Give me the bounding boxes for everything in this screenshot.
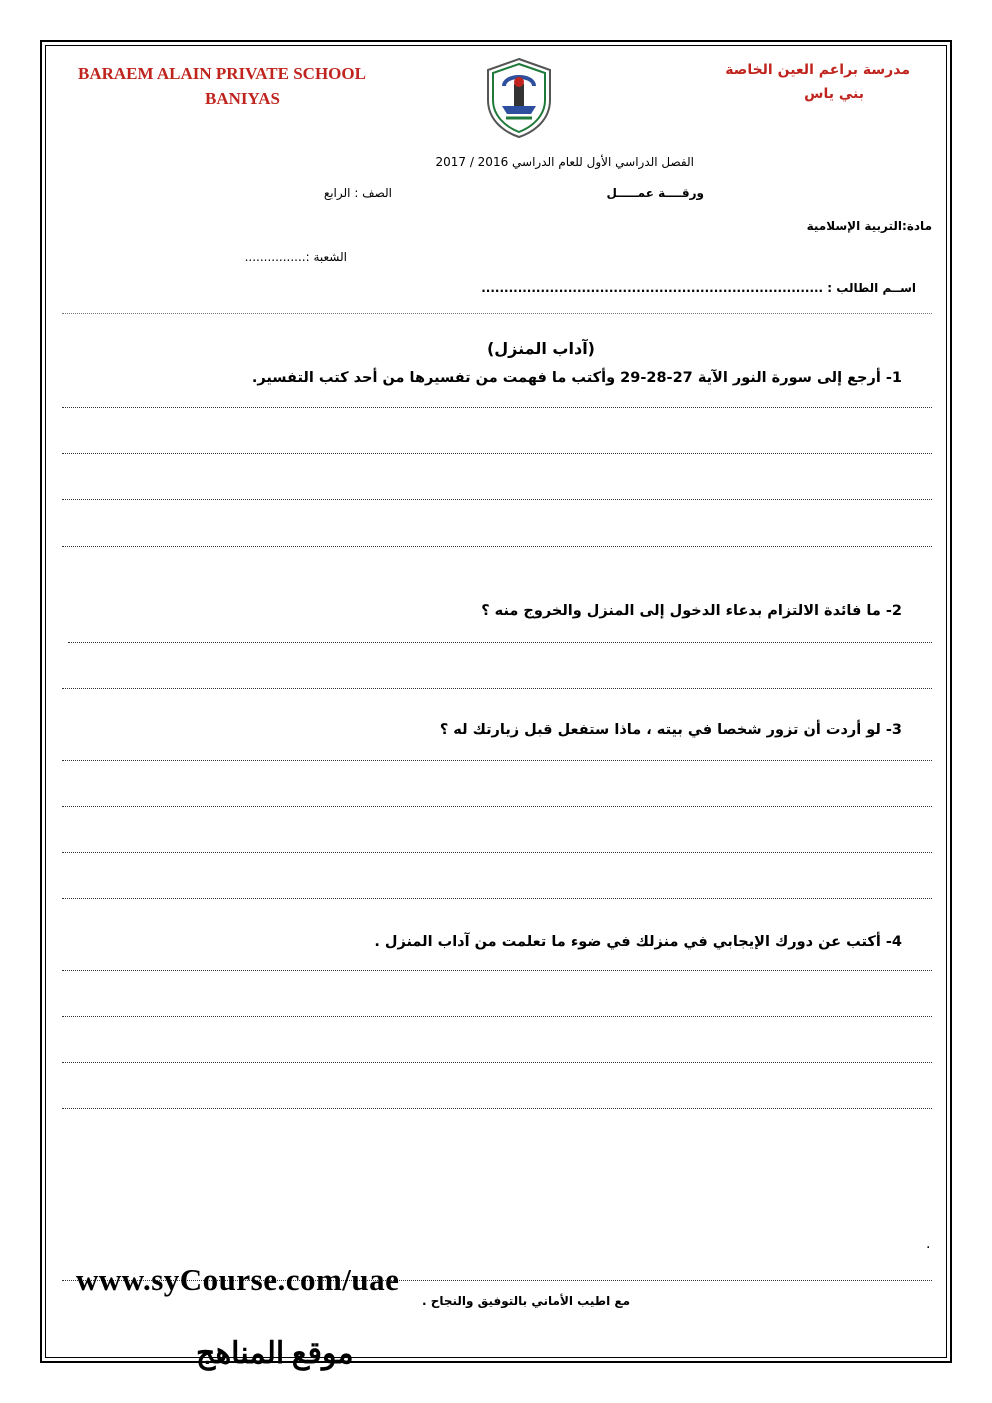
answer-line[interactable] [62, 806, 932, 807]
answer-line[interactable] [62, 760, 932, 761]
question-1-number: 1- [885, 370, 902, 386]
answer-line[interactable] [62, 407, 932, 408]
school-name-en: BARAEM ALAIN PRIVATE SCHOOL [78, 64, 366, 83]
subject-label: مادة:التربية الإسلامية [806, 219, 932, 233]
worksheet-title: ورقــــة عمـــــل [606, 186, 704, 200]
school-crest-logo [484, 56, 554, 140]
answer-line[interactable] [62, 970, 932, 971]
watermark-arabic: موقع المناهج [196, 1337, 354, 1370]
grade-label: الصف : الرابع [323, 186, 392, 200]
school-city-en: BANIYAS [205, 89, 280, 108]
answer-line[interactable] [62, 1062, 932, 1063]
question-1-text: أرجع إلى سورة النور الآية 27-28-29 وأكتب ما فهمت من تفسيرها من أحد كتب التفسير. [251, 370, 881, 386]
question-2-number: 2- [885, 603, 902, 619]
topic-title: (آداب المنزل) [486, 339, 595, 358]
answer-line[interactable] [62, 898, 932, 899]
header-divider [62, 313, 932, 314]
question-4 [374, 934, 902, 950]
question-3-number: 3- [885, 722, 902, 738]
answer-line[interactable] [62, 546, 932, 547]
question-2 [481, 603, 902, 619]
section-field[interactable]: الشعبة :................ [244, 250, 347, 264]
question-3 [440, 722, 902, 738]
closing-wish: مع اطيب الأماني بالتوفيق والنجاح . [421, 1294, 630, 1308]
question-4-number: 4- [885, 934, 902, 950]
question-2-text: ما فائدة الالتزام بدعاء الدخول إلى المنزل والخروج منه ؟ [481, 603, 881, 619]
watermark-url: www.syCourse.com/uae [76, 1262, 400, 1297]
answer-line[interactable] [62, 499, 932, 500]
answer-line[interactable] [62, 852, 932, 853]
student-name-field[interactable]: اســم الطالب : ........................................................................... [481, 281, 916, 295]
stray-dot: . [926, 1236, 931, 1252]
answer-line[interactable] [62, 1016, 932, 1017]
question-4-text: أكتب عن دورك الإيجابي في منزلك في ضوء ما تعلمت من آداب المنزل . [374, 934, 881, 950]
page-inner-border [45, 45, 947, 1358]
answer-line[interactable] [62, 1108, 932, 1109]
term-line: الفصل الدراسي الأول للعام الدراسي 2016 / 2017 [435, 155, 694, 169]
question-3-text: لو أردت أن تزور شخصا في بيته ، ماذا ستفعل قبل زيارتك له ؟ [439, 722, 881, 738]
school-name-ar: مدرسة براعم العين الخاصة [725, 62, 910, 78]
school-city-ar: بني ياس [804, 86, 864, 102]
answer-line[interactable] [68, 642, 932, 643]
answer-line[interactable] [62, 688, 932, 689]
question-1 [252, 370, 902, 386]
answer-line[interactable] [62, 453, 932, 454]
